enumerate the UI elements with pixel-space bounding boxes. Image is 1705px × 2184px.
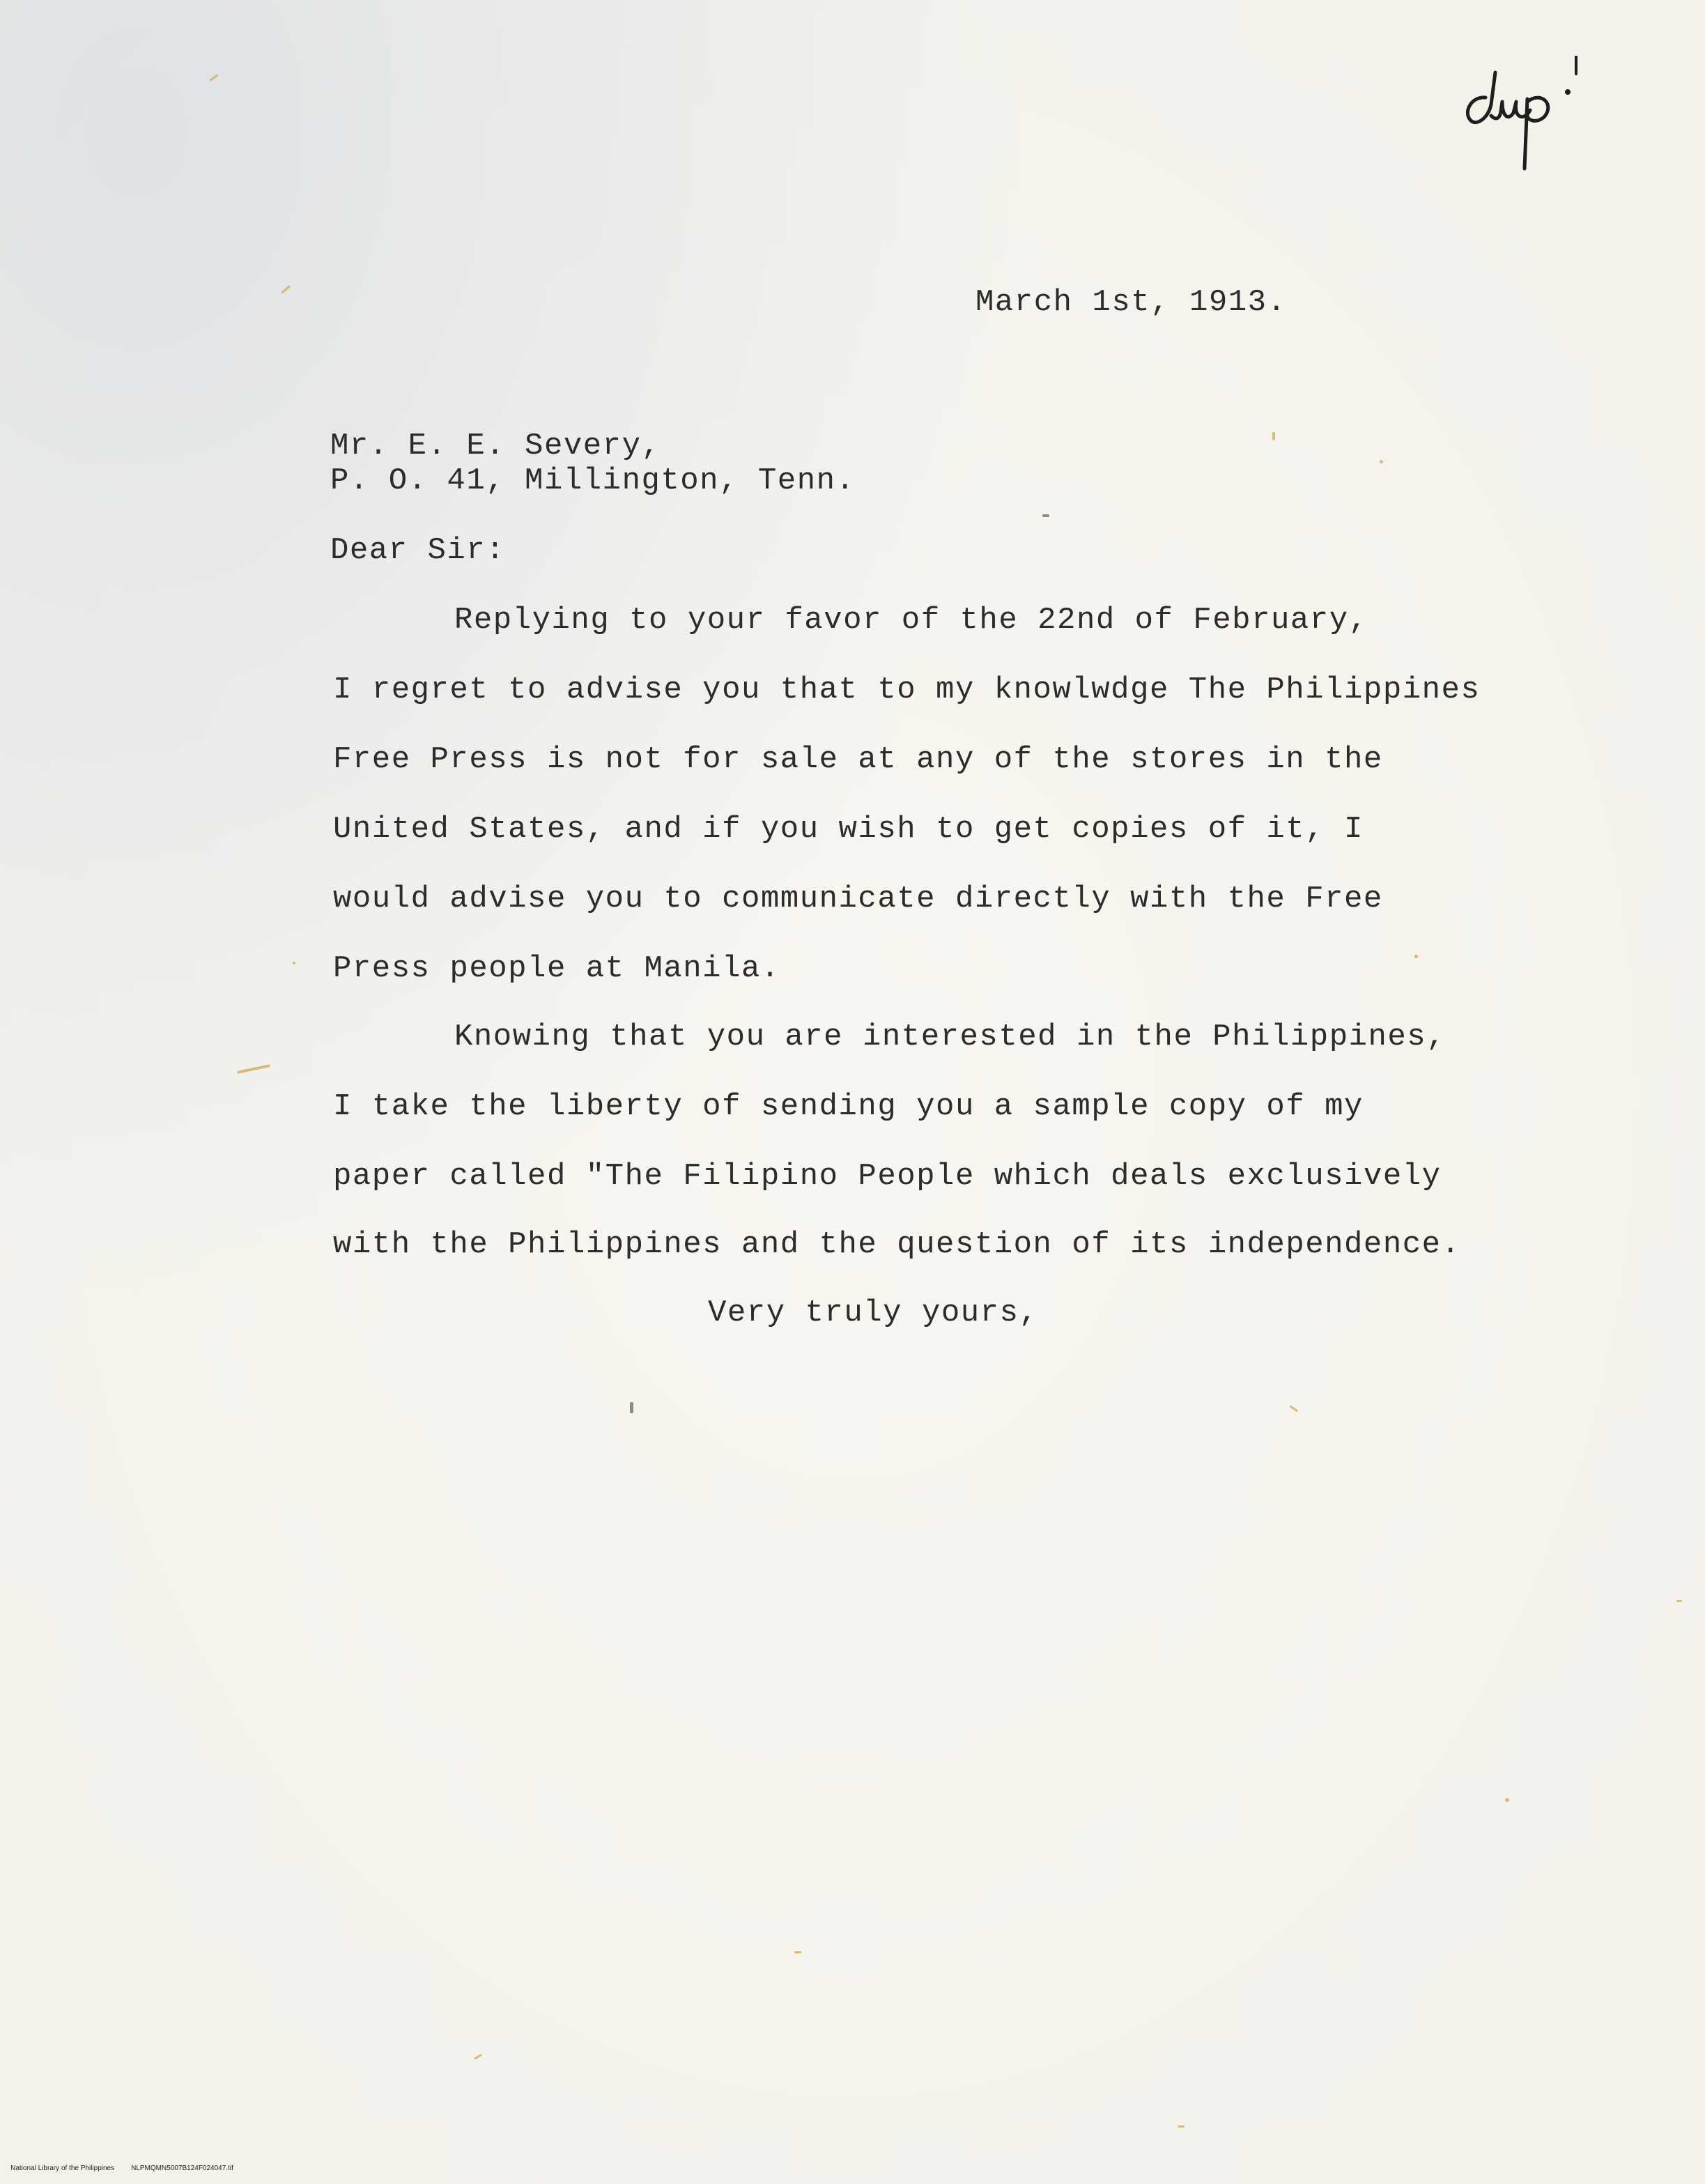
body-line: Replying to your favor of the 22nd of February,: [454, 603, 1368, 638]
paper-speck: [281, 285, 291, 294]
closing: Very truly yours,: [708, 1295, 1039, 1330]
paper-speck: [1042, 514, 1049, 517]
archive-footer: [3, 2157, 250, 2180]
body-line: United States, and if you wish to get copies of it, I: [333, 812, 1364, 847]
body-line: I regret to advise you that to my knowlwdge The Philippines: [333, 672, 1481, 707]
body-line: I take the liberty of sending you a sample copy of my: [333, 1089, 1364, 1124]
paper-speck: [209, 74, 218, 81]
paper-speck: [630, 1402, 633, 1413]
paper-speck: [1676, 1600, 1682, 1602]
recipient-name: Mr. E. E. Severy,: [330, 429, 661, 463]
archive-name: National Library of the Philippines: [10, 2164, 115, 2172]
paper-speck: [794, 1951, 801, 1953]
paper-speck: [474, 2054, 482, 2060]
paper-speck: [1380, 460, 1383, 463]
body-line: Press people at Manila.: [333, 951, 780, 986]
salutation: Dear Sir:: [330, 533, 506, 568]
body-line: would advise you to communicate directly with the Free: [333, 882, 1383, 916]
letter-date: March 1st, 1913.: [975, 285, 1287, 320]
paper-speck: [237, 1064, 270, 1074]
paper-speck: [1289, 1405, 1298, 1412]
paper-speck: [1178, 2125, 1185, 2128]
recipient-address: P. O. 41, Millington, Tenn.: [330, 463, 856, 498]
paper-speck: [1272, 432, 1275, 440]
paper-speck: [1414, 955, 1418, 958]
body-line: paper called "The Filipino People which deals exclusively: [333, 1159, 1442, 1194]
body-line: Free Press is not for sale at any of the stores in the: [333, 742, 1383, 777]
body-line: with the Philippines and the question of its independence.: [333, 1227, 1461, 1262]
archive-file-id: NLPMQMN5007B124F024047.tif: [131, 2164, 233, 2172]
paper-speck: [1505, 1798, 1509, 1802]
paper-speck: [293, 962, 295, 964]
body-line: Knowing that you are interested in the Philippines,: [454, 1020, 1446, 1054]
handwritten-dup-annotation: [1458, 56, 1611, 181]
